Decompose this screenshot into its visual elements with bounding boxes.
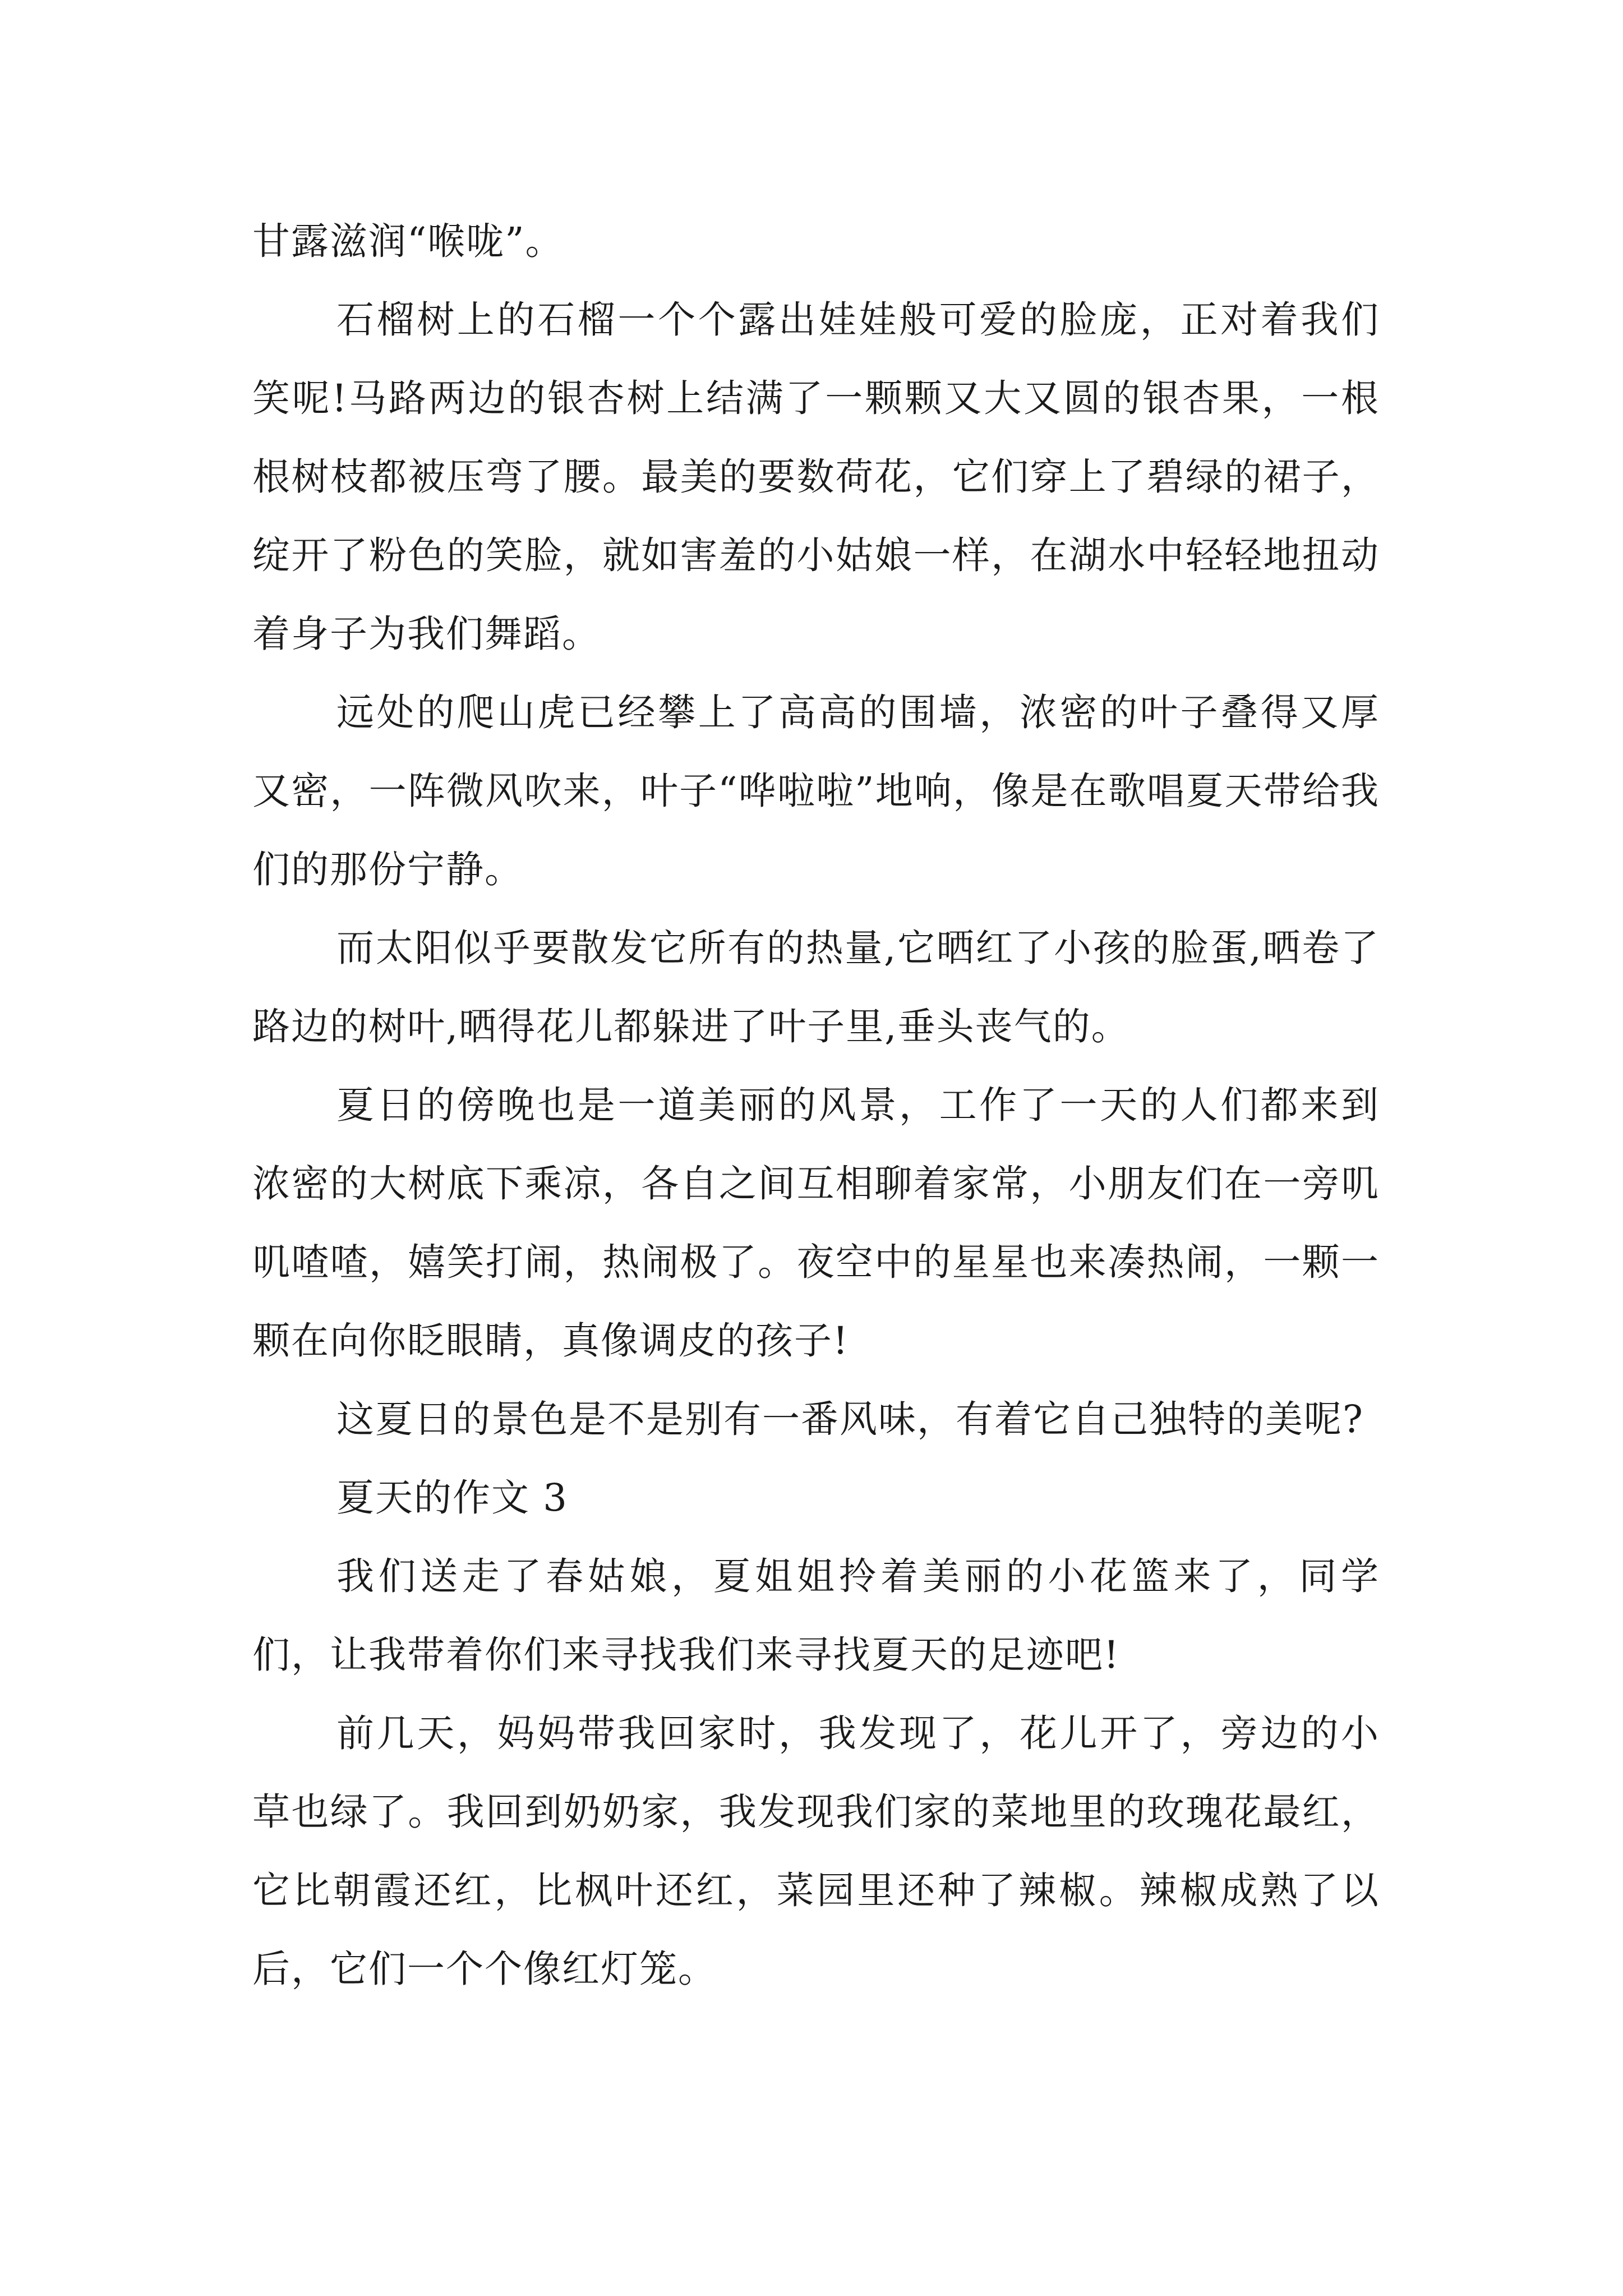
document-body xyxy=(252,202,1380,2008)
section-heading: 夏天的作文 3 xyxy=(336,1476,568,1520)
paragraph: 甘露滋润“喉咙”。 xyxy=(252,219,564,263)
paragraph: 夏日的傍晚也是一道美丽的风景，工作了一天的人们都来到浓密的大树底下乘凉，各自之间互相聊着家常，小朋友们在一旁叽叽喳喳，嬉笑打闹，热闹极了。夜空中的星星也来凑热闹，一颗一颗在向你眨眼睛，真像调皮的孩子! xyxy=(252,1083,1380,1363)
paragraph: 前几天，妈妈带我回家时，我发现了，花儿开了，旁边的小草也绿了。我回到奶奶家，我发现我们家的菜地里的玫瑰花最红，它比朝霞还红，比枫叶还红，菜园里还种了辣椒。辣椒成熟了以后，它们一个个像红灯笼。 xyxy=(252,1711,1380,1991)
paragraph: 远处的爬山虎已经攀上了高高的围墙，浓密的叶子叠得又厚又密，一阵微风吹来，叶子“哗啦啦”地响，像是在歌唱夏天带给我们的那份宁静。 xyxy=(252,691,1380,891)
paragraph: 我们送走了春姑娘，夏姐姐拎着美丽的小花篮来了，同学们，让我带着你们来寻找我们来寻找夏天的足迹吧! xyxy=(252,1554,1380,1677)
paragraph: 石榴树上的石榴一个个露出娃娃般可爱的脸庞，正对着我们笑呢!马路两边的银杏树上结满了一颗颗又大又圆的银杏果，一根根树枝都被压弯了腰。最美的要数荷花，它们穿上了碧绿的裙子，绽开了粉色的笑脸，就如害羞的小姑娘一样，在湖水中轻轻地扭动着身子为我们舞蹈。 xyxy=(252,298,1380,656)
paragraph: 这夏日的景色是不是别有一番风味，有着它自己独特的美呢? xyxy=(336,1397,1364,1441)
paragraph: 而太阳似乎要散发它所有的热量,它晒红了小孩的脸蛋,晒卷了路边的树叶,晒得花儿都躲进了叶子里,垂头丧气的。 xyxy=(252,926,1380,1048)
